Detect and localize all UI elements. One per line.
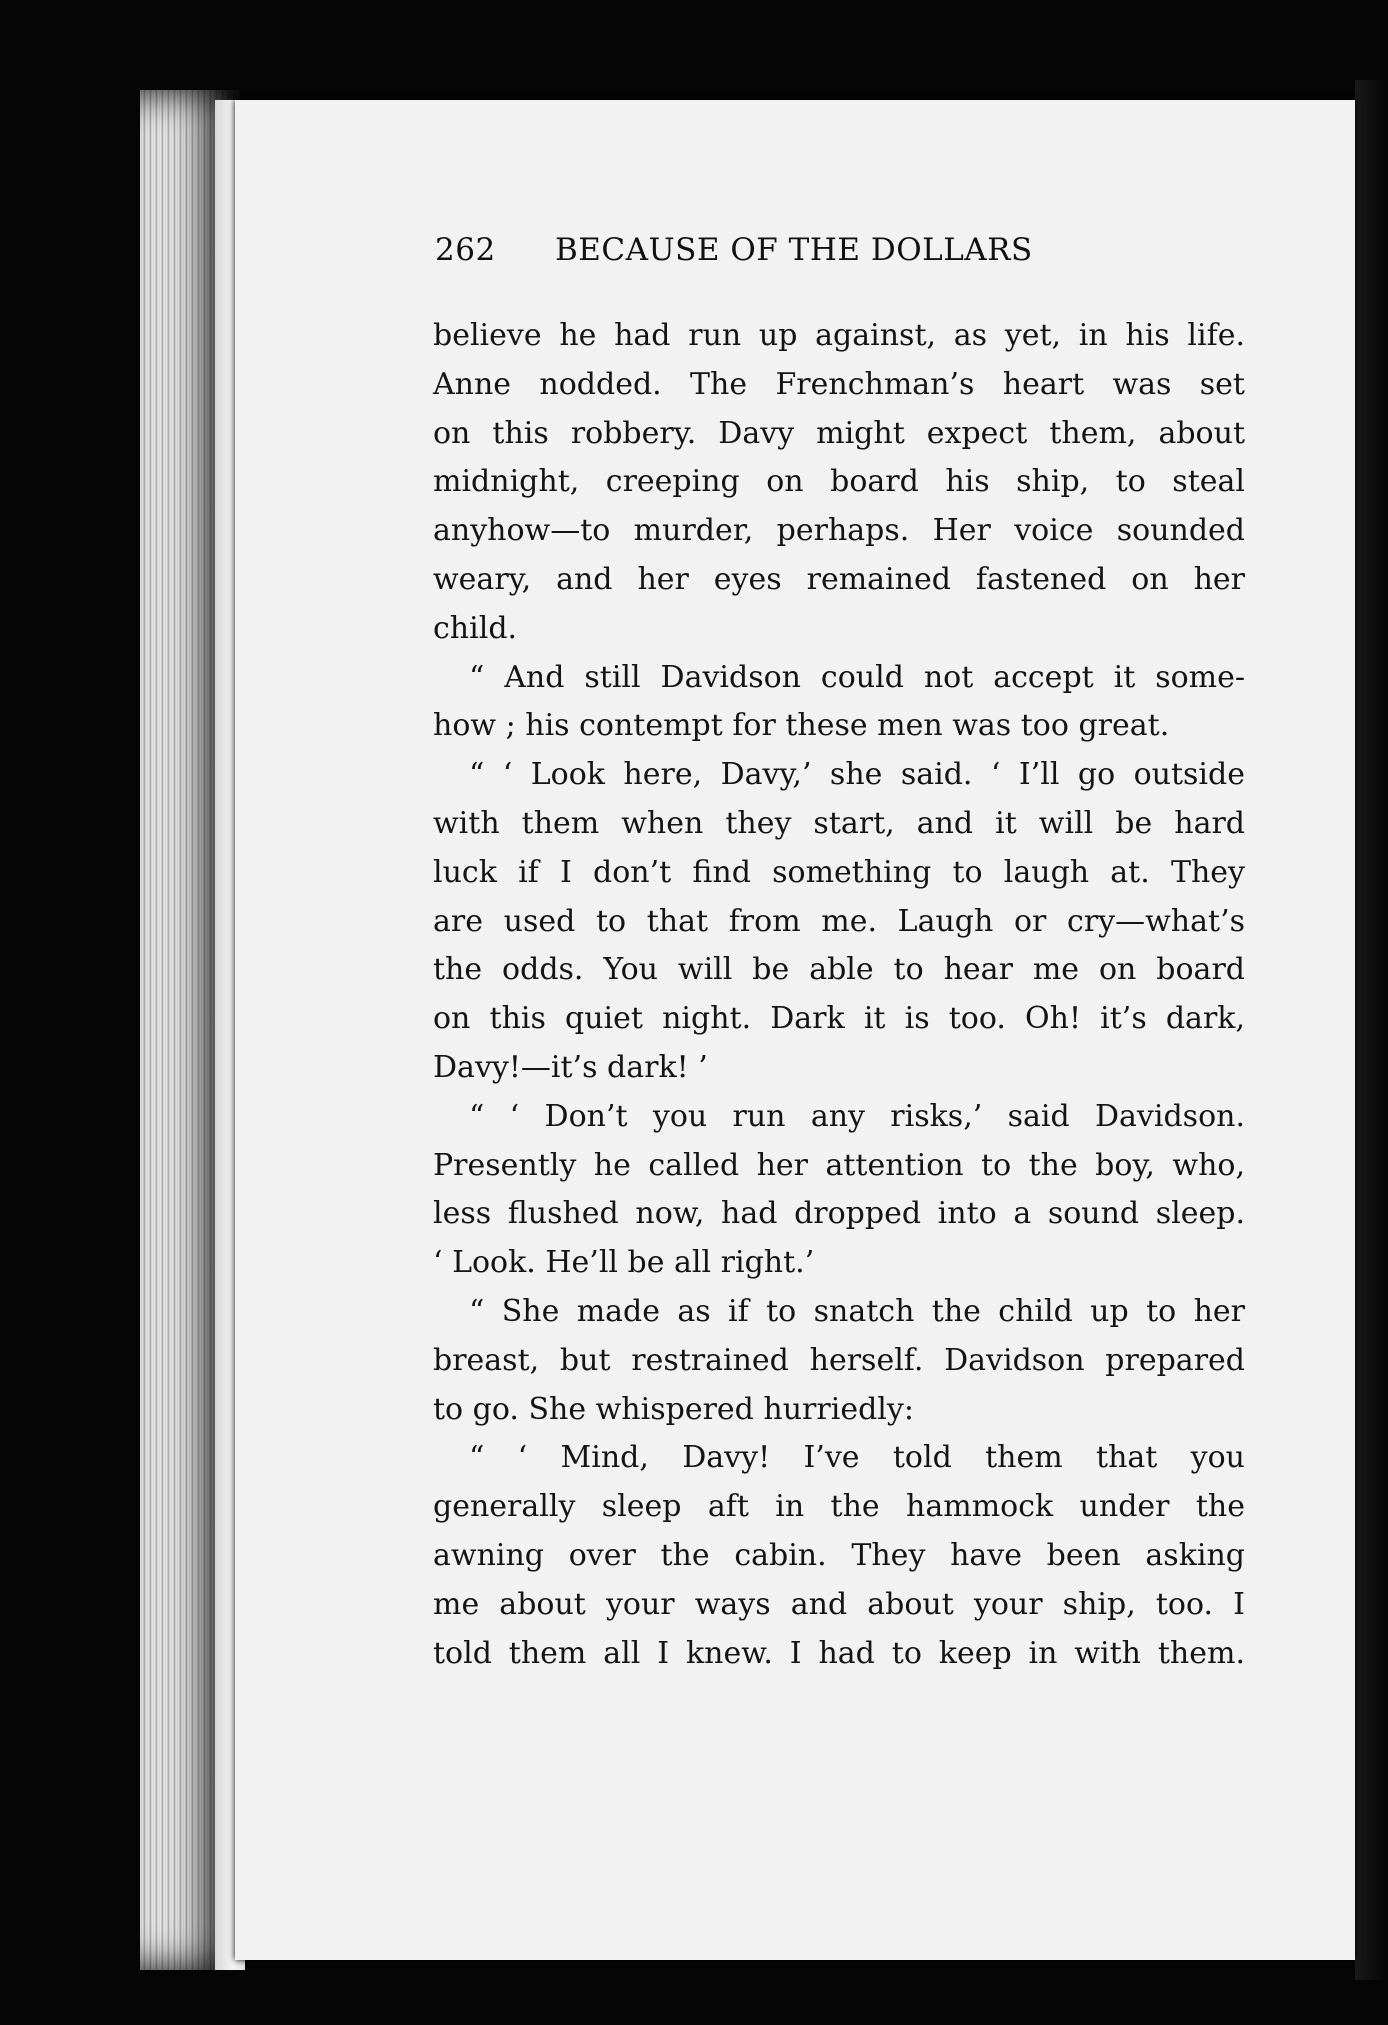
text-line: ‘ Look. He’ll be all right.’ (433, 1245, 815, 1281)
text-line: anyhow—to murder, perhaps. Her voice sounded (433, 513, 1245, 549)
text-line: how ; his contempt for these men was too great. (433, 708, 1170, 744)
text-line: midnight, creeping on board his ship, to steal (433, 464, 1245, 500)
text-line: are used to that from me. Laugh or cry—what’s (433, 903, 1245, 939)
text-line: the odds. You will be able to hear me on board (433, 952, 1245, 988)
text-line: weary, and her eyes remained fastened on her (433, 561, 1245, 597)
text-line: “ ‘ Don’t you run any risks,’ said Davidson. (469, 1098, 1245, 1134)
text-line: “ ‘ Mind, Davy! I’ve told them that you (469, 1440, 1245, 1476)
text-line: “ And still Davidson could not accept it some- (469, 659, 1245, 695)
text-line: Anne nodded. The Frenchman’s heart was set (433, 366, 1245, 402)
running-head (435, 232, 1255, 268)
text-line: believe he had run up against, as yet, in his life. (433, 318, 1245, 353)
body-text (433, 312, 1245, 1678)
page-number: 262 (435, 232, 496, 268)
text-line: breast, but restrained herself. Davidson prepared (433, 1342, 1245, 1378)
text-line: on this quiet night. Dark it is too. Oh! it’s dark, (433, 1001, 1245, 1037)
text-line: child. (433, 610, 518, 646)
text-line: generally sleep aft in the hammock under the (433, 1489, 1245, 1525)
running-title: BECAUSE OF THE DOLLARS (555, 232, 1033, 268)
text-line: Davy!—it’s dark! ’ (433, 1049, 708, 1085)
text-line: awning over the cabin. They have been asking (433, 1537, 1245, 1573)
text-line: less flushed now, had dropped into a sound sleep. (433, 1196, 1245, 1232)
text-line: Presently he called her attention to the boy, who, (433, 1147, 1245, 1183)
text-line: to go. She whispered hurriedly: (433, 1391, 914, 1427)
text-line: me about your ways and about your ship, too. I (433, 1586, 1245, 1622)
text-line: on this robbery. Davy might expect them, about (433, 415, 1245, 451)
text-line: “ ‘ Look here, Davy,’ she said. ‘ I’ll go outside (469, 757, 1245, 793)
text-line: with them when they start, and it will be hard (433, 805, 1245, 841)
text-line: luck if I don’t find something to laugh at. They (433, 854, 1245, 890)
text-line: told them all I knew. I had to keep in with them. (433, 1635, 1245, 1671)
text-line: “ She made as if to snatch the child up to her (469, 1293, 1245, 1329)
page-right-shadow (1355, 80, 1388, 1980)
